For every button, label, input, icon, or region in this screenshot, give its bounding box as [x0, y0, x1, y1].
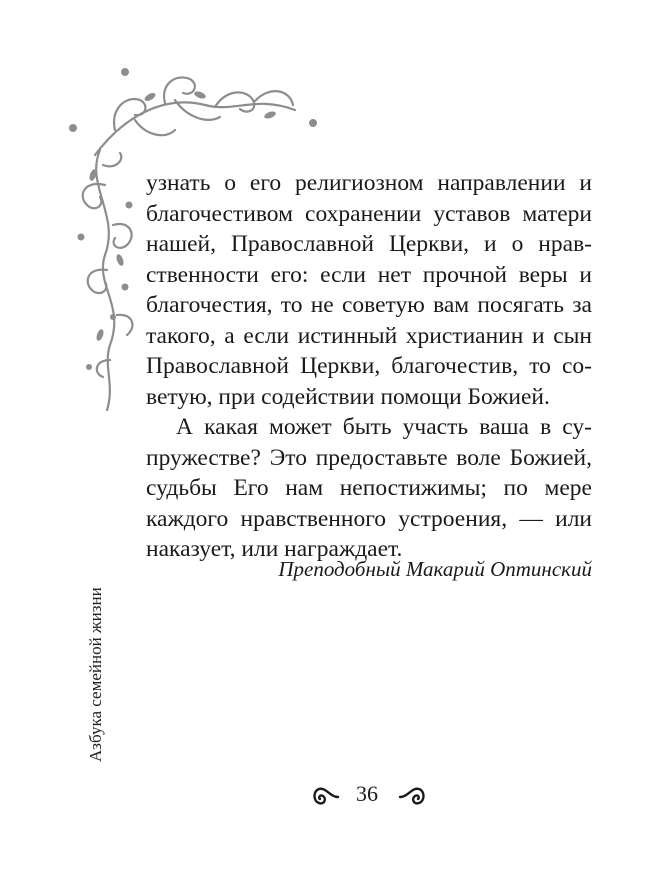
- text-line: каждого нравственного устроения, — или: [146, 505, 592, 532]
- text-line: пружестве? Это предоставьте воле Божией,: [146, 444, 592, 471]
- body-text: [146, 168, 592, 565]
- text-line: нашей, Православной Церкви, и о нрав-: [146, 231, 592, 257]
- text-line: такого, а если истинный христианин и сын: [146, 322, 592, 349]
- text-line: А какая может быть участь ваша в су-: [176, 414, 592, 440]
- text-line: ственности его: если нет прочной веры и: [146, 261, 592, 288]
- author-attribution: Преподобный Макарий Оптинский: [278, 557, 592, 581]
- left-swirl-icon: [310, 783, 340, 811]
- text-line: благочестия, то не советую вам посягать за: [146, 292, 592, 318]
- text-line: благочестивом сохранении уставов матери: [146, 200, 592, 227]
- book-title-vertical: Азбука семейной жизни: [86, 587, 105, 762]
- paragraph-1: [146, 168, 592, 412]
- text-line: Православной Церкви, благочестив, то со-: [146, 353, 592, 379]
- text-line: наказует, или награждает.: [146, 536, 403, 562]
- paragraph-2: [146, 412, 592, 565]
- text-line: узнать о его религиозном направлении и: [146, 170, 592, 196]
- text-line: судьбы Его нам непостижимы; по мере: [146, 475, 592, 501]
- page-number: 36: [356, 781, 378, 806]
- right-swirl-icon: [398, 783, 428, 811]
- page-footer: [310, 775, 430, 815]
- text-line: ветую, при содействии помощи Божией.: [146, 383, 550, 410]
